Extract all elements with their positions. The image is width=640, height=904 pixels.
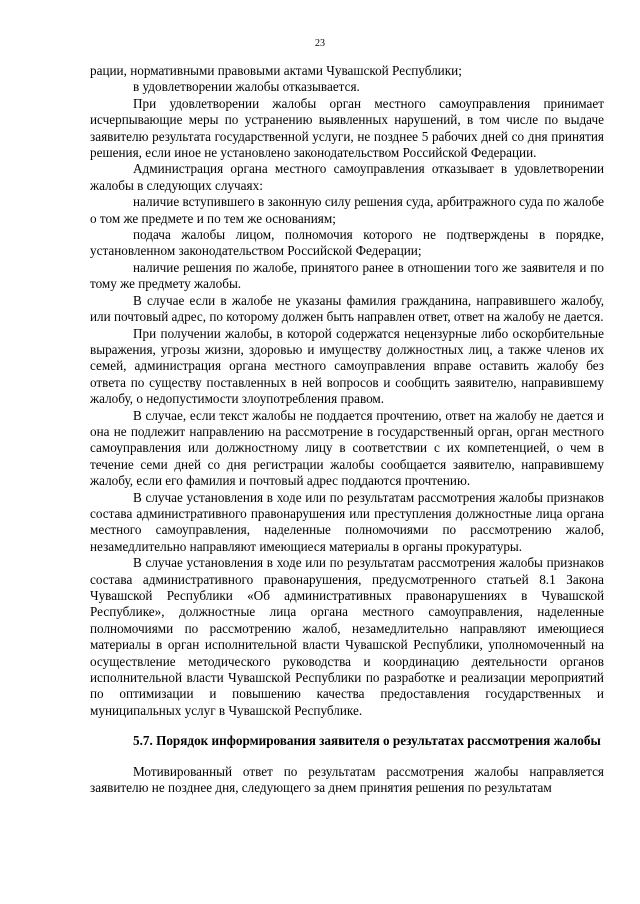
paragraph: В случае, если текст жалобы не поддается прочтению, ответ на жалобу не дается и она не подлежит направлению на рассмотрение в государственный орган, орган местного самоуправления или должностному лицу в соответствии с их компетенцией, о чем в течение семи дней со дня регистрации жалобы сообщается заявителю, направившему жалобу, если его фамилия и почтовый адрес поддаются прочтению. bbox=[90, 407, 604, 489]
paragraph: рации, нормативными правовыми актами Чувашской Республики; bbox=[90, 63, 462, 78]
document-body bbox=[90, 63, 604, 796]
paragraph: В случае установления в ходе или по результатам рассмотрения жалобы признаков состава административного правонарушения, предусмотренного статьей 8.1 Закона Чувашской Республики «Об административных правонарушениях в Чувашской Республике», должностные лица органа местного самоуправления, наделенные полномочиями по рассмотрению жалоб, незамедлительно направляют имеющиеся материалы в орган исполнительной власти Чувашской Республики, уполномоченный на осуществление методического руководства и координацию деятельности органов исполнительной власти Чувашской Республики по разработке и реализации мероприятий по оптимизации и повышению качества предоставления государственных и муниципальных услуг в Чувашской Республике. bbox=[90, 555, 604, 718]
paragraph: наличие вступившего в законную силу решения суда, арбитражного суда по жалобе о том же предмете и по тем же основаниям; bbox=[90, 194, 604, 226]
paragraph: подача жалобы лицом, полномочия которого не подтверждены в порядке, установленном законодательством Российской Федерации; bbox=[90, 227, 604, 259]
paragraph: в удовлетворении жалобы отказывается. bbox=[133, 79, 360, 95]
paragraph: Администрация органа местного самоуправления отказывает в удовлетворении жалобы в следующих случаях: bbox=[90, 161, 604, 193]
paragraph: В случае если в жалобе не указаны фамилия гражданина, направившего жалобу, или почтовый адрес, по которому должен быть направлен ответ, ответ на жалобу не дается. bbox=[90, 292, 604, 325]
paragraph: При удовлетворении жалобы орган местного самоуправления принимает исчерпывающие меры по устранению выявленных нарушений, в том числе по выдаче заявителю результата государственной услуги, не позднее 5 рабочих дней со дня принятия решения, если иное не установлено законодательством Российской Федерации. bbox=[90, 95, 604, 161]
paragraph: наличие решения по жалобе, принятого ранее в отношении того же заявителя и по тому же предмету жалобы. bbox=[90, 259, 604, 292]
section-heading: 5.7. Порядок информирования заявителя о результатах рассмотрения жалобы bbox=[133, 733, 601, 749]
paragraph: В случае установления в ходе или по результатам рассмотрения жалобы признаков состава административного правонарушения или преступления должностные лица органа местного самоуправления, наделенные полномочиями по рассмотрению жалоб, незамедлительно направляют имеющиеся материалы в органы прокуратуры. bbox=[90, 489, 604, 554]
page-number: 23 bbox=[315, 38, 325, 49]
paragraph: При получении жалобы, в которой содержатся нецензурные либо оскорбительные выражения, угрозы жизни, здоровью и имуществу должностных лиц, а также членов их семей, администрация органа местного самоуправления вправе оставить жалобу без ответа по существу поставленных в ней вопросов и сообщить заявителю, направившему жалобу, о недопустимости злоупотребления правом. bbox=[90, 325, 604, 407]
paragraph: Мотивированный ответ по результатам рассмотрения жалобы направляется заявителю не позднее дня, следующего за днем принятия решения по результатам bbox=[90, 763, 604, 796]
